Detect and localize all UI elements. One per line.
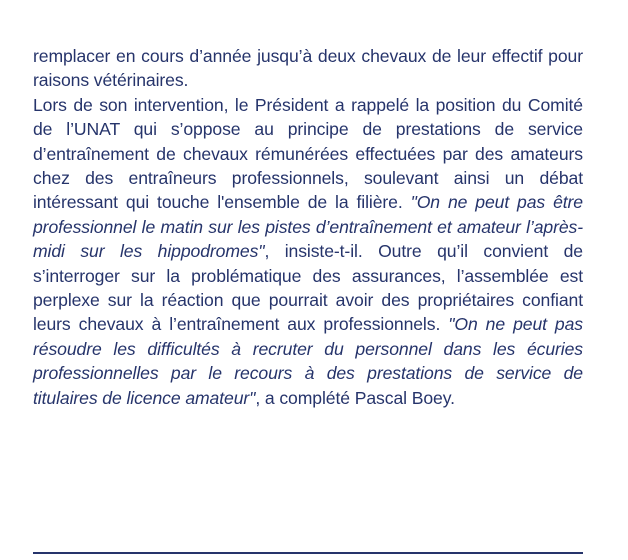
paragraph-2-text-a: Lors de son intervention, le Président a rappelé la position du Comité de l’UNAT qui s’oppose au principe de prestations de service d’entraînement de chevaux rémunérées effectuées par des amateurs chez des entraîneurs professionnels, soulevant ainsi un débat intéressant qui touche l'ensemble de la filière. — [33, 94, 583, 213]
bottom-divider — [33, 552, 583, 554]
paragraph-2-text-b: , insiste-t-il. Outre qu’il convient de s’interroger sur la problématique des assurances, l’assemblée est perplexe sur la réaction que pourrait avoir des propriétaires confiant leurs chevaux à l’entraînement aux professionnels. — [33, 241, 583, 335]
paragraph-1 — [33, 44, 583, 93]
paragraph-1-text: remplacer en cours d’année jusqu’à deux chevaux de leur effectif pour raisons vétérinaires. — [33, 46, 583, 91]
article-body — [33, 44, 583, 410]
paragraph-2 — [33, 93, 583, 410]
paragraph-2-text-c: , a complété Pascal Boey. — [255, 387, 455, 408]
quote-2: "On ne peut pas résoudre les difficultés à recruter du personnel dans les écuries professionnelles par le recours à des prestations de service de titulaires de licence amateur" — [33, 314, 583, 408]
quote-1: "On ne peut pas être professionnel le matin sur les pistes d’entraînement et amateur l’après-midi sur les hippodromes" — [33, 192, 583, 262]
